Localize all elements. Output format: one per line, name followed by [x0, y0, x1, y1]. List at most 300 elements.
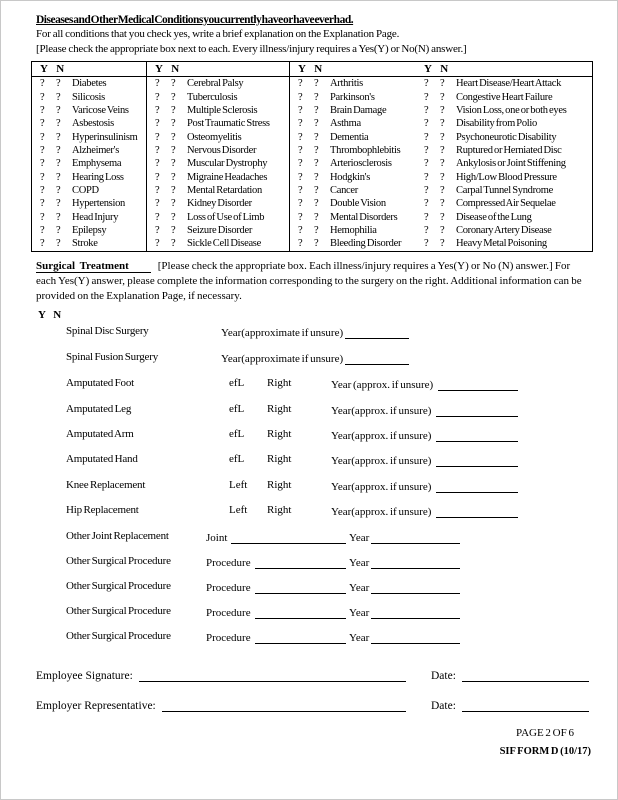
condition-row — [290, 157, 416, 170]
employee-signature-field — [36, 665, 406, 682]
condition-row — [147, 170, 289, 183]
no-checkbox[interactable]: ? — [171, 91, 176, 103]
employee-signature-line[interactable] — [139, 678, 406, 682]
surgery-label: Amputated Foot — [66, 377, 135, 389]
surgery-label: Spinal Disc Surgery — [66, 325, 149, 337]
condition-row — [32, 210, 146, 223]
yes-checkbox[interactable]: ? — [424, 91, 429, 103]
condition-label: Head Injury — [72, 211, 119, 223]
yes-checkbox[interactable]: ? — [155, 211, 160, 223]
surgical-row — [1, 630, 618, 644]
surgery-label: Other Surgical Procedure — [66, 605, 171, 617]
year-field — [221, 351, 409, 365]
year-field — [349, 555, 460, 569]
year-input-line[interactable] — [371, 615, 460, 619]
yes-checkbox[interactable]: ? — [298, 91, 303, 103]
condition-row — [290, 144, 416, 157]
year-field-label: Year — [349, 582, 370, 594]
no-checkbox[interactable]: ? — [314, 104, 319, 116]
no-checkbox[interactable]: ? — [440, 78, 445, 90]
surgery-label: Other Surgical Procedure — [66, 555, 171, 567]
form-subtitle: For all conditions that you check yes, write a brief explanation on the Explanation Page. — [36, 28, 400, 41]
condition-row — [147, 197, 289, 210]
employer-representative-row — [1, 695, 618, 712]
year-field — [331, 428, 518, 442]
date-line[interactable] — [462, 708, 589, 712]
detail-field — [206, 530, 346, 544]
form-title: Diseases and Other Medical Conditions you currently have or have ever had. — [36, 14, 354, 26]
condition-row — [32, 144, 146, 157]
no-checkbox[interactable]: ? — [56, 198, 61, 210]
yes-checkbox[interactable]: ? — [40, 171, 45, 183]
condition-label: Bleeding Disorder — [330, 238, 402, 250]
year-field — [331, 453, 518, 467]
condition-label: Hyperinsulinism — [72, 131, 138, 143]
year-field-label: Year — [349, 607, 370, 619]
condition-row — [32, 90, 146, 103]
date-label: Date: — [431, 700, 456, 712]
conditions-column — [416, 62, 592, 251]
condition-row — [147, 130, 289, 143]
condition-label: Ruptured or Herniated Disc — [456, 144, 562, 156]
condition-label: Asthma — [330, 118, 361, 130]
detail-input-line[interactable] — [255, 590, 346, 594]
no-checkbox[interactable]: ? — [314, 184, 319, 196]
condition-row — [32, 170, 146, 183]
detail-field — [206, 605, 346, 619]
condition-label: Alzheimer's — [72, 144, 119, 156]
year-field-label: Year(approx. if unsure) — [331, 455, 432, 467]
condition-label: Heavy Metal Poisoning — [456, 238, 547, 250]
condition-row — [290, 130, 416, 143]
yn-column-header: Y N — [290, 62, 416, 77]
detail-field-label: Procedure — [206, 607, 251, 619]
year-field-label: Year(approx. if unsure) — [331, 405, 432, 417]
condition-label: Disability from Polio — [456, 118, 537, 130]
condition-label: Heart Disease/Heart Attack — [456, 78, 562, 90]
surgical-row — [1, 377, 618, 391]
year-field — [331, 479, 518, 493]
condition-row — [147, 104, 289, 117]
condition-row — [416, 104, 592, 117]
condition-row — [416, 184, 592, 197]
no-checkbox[interactable]: ? — [171, 78, 176, 90]
yes-checkbox[interactable]: ? — [424, 104, 429, 116]
yes-checkbox[interactable]: ? — [155, 144, 160, 156]
yes-checkbox[interactable]: ? — [298, 131, 303, 143]
condition-label: Silicosis — [72, 91, 105, 103]
year-field-label: Year(approximate if unsure) — [221, 327, 344, 339]
conditions-column — [147, 62, 290, 251]
year-field-label: Year(approximate if unsure) — [221, 353, 344, 365]
condition-row — [147, 184, 289, 197]
no-checkbox[interactable]: ? — [440, 118, 445, 130]
yes-checkbox[interactable]: ? — [155, 158, 160, 170]
yes-checkbox[interactable]: ? — [155, 91, 160, 103]
no-checkbox[interactable]: ? — [171, 224, 176, 236]
left-option[interactable]: Left — [229, 504, 248, 516]
yes-checkbox[interactable]: ? — [424, 198, 429, 210]
condition-row — [147, 237, 289, 250]
condition-row — [416, 77, 592, 90]
yes-checkbox[interactable]: ? — [298, 198, 303, 210]
surgery-label: Amputated Leg — [66, 403, 132, 415]
year-input-line[interactable] — [436, 514, 518, 518]
yes-checkbox[interactable]: ? — [424, 144, 429, 156]
condition-row — [32, 77, 146, 90]
year-field — [221, 325, 409, 339]
condition-row — [290, 117, 416, 130]
surgical-treatment-heading: Surgical Treatment — [36, 260, 151, 273]
condition-label: Ankylosis or Joint Stiffening — [456, 158, 566, 170]
condition-label: Dementia — [330, 131, 369, 143]
condition-label: Post Traumatic Stress — [187, 118, 270, 130]
no-checkbox[interactable]: ? — [171, 118, 176, 130]
conditions-column — [290, 62, 416, 251]
no-checkbox[interactable]: ? — [56, 144, 61, 156]
detail-field — [206, 555, 346, 569]
yes-checkbox[interactable]: ? — [298, 171, 303, 183]
no-checkbox[interactable]: ? — [440, 171, 445, 183]
no-checkbox[interactable]: ? — [56, 91, 61, 103]
employer-representative-field — [36, 695, 406, 712]
no-checkbox[interactable]: ? — [314, 78, 319, 90]
condition-row — [416, 130, 592, 143]
condition-row — [416, 197, 592, 210]
detail-field-label: Procedure — [206, 557, 251, 569]
condition-row — [290, 237, 416, 250]
condition-row — [416, 117, 592, 130]
year-field-label: Year — [349, 557, 370, 569]
no-checkbox[interactable]: ? — [56, 158, 61, 170]
condition-label: Cancer — [330, 184, 358, 196]
no-checkbox[interactable]: ? — [440, 224, 445, 236]
yes-checkbox[interactable]: ? — [155, 78, 160, 90]
conditions-column — [32, 62, 147, 251]
condition-label: Hypertension — [72, 198, 125, 210]
no-checkbox[interactable]: ? — [171, 104, 176, 116]
condition-row — [290, 224, 416, 237]
detail-input-line[interactable] — [255, 640, 346, 644]
condition-row — [32, 104, 146, 117]
year-input-line[interactable] — [438, 387, 518, 391]
detail-field — [206, 630, 346, 644]
condition-label: Nervous Disorder — [187, 144, 257, 156]
no-checkbox[interactable]: ? — [314, 198, 319, 210]
condition-label: Seizure Disorder — [187, 224, 253, 236]
yes-checkbox[interactable]: ? — [40, 131, 45, 143]
condition-label: Carpal Tunnel Syndrome — [456, 184, 553, 196]
yes-checkbox[interactable]: ? — [40, 198, 45, 210]
condition-label: Mental Disorders — [330, 211, 398, 223]
detail-input-line[interactable] — [231, 540, 346, 544]
yes-checkbox[interactable]: ? — [40, 144, 45, 156]
employer-representative-line[interactable] — [162, 708, 406, 712]
year-input-line[interactable] — [436, 463, 518, 467]
yes-checkbox[interactable]: ? — [155, 104, 160, 116]
detail-input-line[interactable] — [255, 615, 346, 619]
yes-checkbox[interactable]: ? — [298, 211, 303, 223]
yes-checkbox[interactable]: ? — [155, 238, 160, 250]
yes-checkbox[interactable]: ? — [40, 158, 45, 170]
no-checkbox[interactable]: ? — [171, 198, 176, 210]
no-checkbox[interactable]: ? — [56, 211, 61, 223]
right-option[interactable]: Right — [267, 504, 292, 516]
detail-field-label: Procedure — [206, 582, 251, 594]
condition-label: Coronary Artery Disease — [456, 224, 552, 236]
condition-row — [32, 157, 146, 170]
condition-row — [32, 184, 146, 197]
surgical-section-intro — [36, 259, 590, 304]
left-option[interactable]: efL — [229, 428, 245, 440]
year-field-label: Year (approx. if unsure) — [331, 379, 434, 391]
year-input-line[interactable] — [371, 640, 460, 644]
date-line[interactable] — [462, 678, 589, 682]
year-field — [349, 630, 460, 644]
right-option[interactable]: Right — [267, 428, 292, 440]
yes-checkbox[interactable]: ? — [424, 78, 429, 90]
no-checkbox[interactable]: ? — [440, 184, 445, 196]
right-option[interactable]: Right — [267, 377, 292, 389]
employer-date-field — [431, 695, 589, 712]
detail-input-line[interactable] — [255, 565, 346, 569]
condition-label: Hemophilia — [330, 224, 377, 236]
yes-checkbox[interactable]: ? — [298, 238, 303, 250]
no-checkbox[interactable]: ? — [56, 238, 61, 250]
yes-checkbox[interactable]: ? — [155, 118, 160, 130]
year-field-label: Year(approx. if unsure) — [331, 506, 432, 518]
no-checkbox[interactable]: ? — [56, 104, 61, 116]
year-input-line[interactable] — [436, 489, 518, 493]
no-checkbox[interactable]: ? — [440, 238, 445, 250]
no-checkbox[interactable]: ? — [314, 91, 319, 103]
no-checkbox[interactable]: ? — [171, 184, 176, 196]
no-checkbox[interactable]: ? — [171, 144, 176, 156]
no-checkbox[interactable]: ? — [440, 131, 445, 143]
year-input-line[interactable] — [436, 438, 518, 442]
year-input-line[interactable] — [371, 565, 460, 569]
no-checkbox[interactable]: ? — [314, 224, 319, 236]
yes-checkbox[interactable]: ? — [155, 198, 160, 210]
yes-checkbox[interactable]: ? — [155, 131, 160, 143]
no-checkbox[interactable]: ? — [314, 211, 319, 223]
left-option[interactable]: efL — [229, 377, 245, 389]
detail-field — [206, 580, 346, 594]
surgery-label: Spinal Fusion Surgery — [66, 351, 158, 363]
yes-checkbox[interactable]: ? — [424, 184, 429, 196]
condition-row — [147, 157, 289, 170]
condition-label: Cerebral Palsy — [187, 78, 244, 90]
no-checkbox[interactable]: ? — [56, 78, 61, 90]
no-checkbox[interactable]: ? — [314, 238, 319, 250]
condition-label: Arthritis — [330, 78, 363, 90]
surgical-row — [1, 504, 618, 518]
yes-checkbox[interactable]: ? — [424, 131, 429, 143]
condition-row — [416, 90, 592, 103]
surgery-label: Knee Replacement — [66, 479, 146, 491]
condition-row — [416, 210, 592, 223]
right-option[interactable]: Right — [267, 453, 292, 465]
conditions-table — [31, 61, 593, 252]
condition-label: Osteomyelitis — [187, 131, 242, 143]
yes-checkbox[interactable]: ? — [155, 184, 160, 196]
yes-checkbox[interactable]: ? — [40, 118, 45, 130]
condition-label: Disease of the Lung — [456, 211, 532, 223]
condition-row — [290, 184, 416, 197]
surgical-row — [1, 530, 618, 544]
condition-label: Hearing Loss — [72, 171, 124, 183]
right-option[interactable]: Right — [267, 403, 292, 415]
yes-checkbox[interactable]: ? — [298, 104, 303, 116]
yes-checkbox[interactable]: ? — [40, 211, 45, 223]
year-field-label: Year(approx. if unsure) — [331, 430, 432, 442]
surgical-row — [1, 479, 618, 493]
detail-field-label: Procedure — [206, 632, 251, 644]
no-checkbox[interactable]: ? — [171, 171, 176, 183]
no-checkbox[interactable]: ? — [56, 171, 61, 183]
surgical-yn-header: Y N — [38, 309, 62, 321]
no-checkbox[interactable]: ? — [171, 238, 176, 250]
no-checkbox[interactable]: ? — [440, 211, 445, 223]
condition-row — [147, 77, 289, 90]
yes-checkbox[interactable]: ? — [298, 144, 303, 156]
no-checkbox[interactable]: ? — [171, 158, 176, 170]
no-checkbox[interactable]: ? — [314, 131, 319, 143]
condition-label: Stroke — [72, 238, 98, 250]
surgical-row — [1, 605, 618, 619]
condition-label: Emphysema — [72, 158, 122, 170]
condition-row — [147, 117, 289, 130]
employee-signature-label: Employee Signature: — [36, 670, 133, 682]
yes-checkbox[interactable]: ? — [424, 224, 429, 236]
condition-label: Muscular Dystrophy — [187, 158, 268, 170]
surgery-label: Amputated Arm — [66, 428, 134, 440]
yn-column-header: Y N — [32, 62, 146, 77]
surgery-label: Amputated Hand — [66, 453, 138, 465]
yes-checkbox[interactable]: ? — [298, 118, 303, 130]
condition-label: Varicose Veins — [72, 104, 129, 116]
condition-label: Parkinson's — [330, 91, 375, 103]
surgical-row — [1, 351, 618, 365]
yes-checkbox[interactable]: ? — [298, 158, 303, 170]
yes-checkbox[interactable]: ? — [40, 78, 45, 90]
yes-checkbox[interactable]: ? — [40, 184, 45, 196]
condition-row — [416, 144, 592, 157]
left-option[interactable]: efL — [229, 403, 245, 415]
no-checkbox[interactable]: ? — [314, 158, 319, 170]
yes-checkbox[interactable]: ? — [40, 104, 45, 116]
left-option[interactable]: Left — [229, 479, 248, 491]
no-checkbox[interactable]: ? — [440, 158, 445, 170]
yes-checkbox[interactable]: ? — [155, 224, 160, 236]
no-checkbox[interactable]: ? — [440, 144, 445, 156]
condition-label: Migraine Headaches — [187, 171, 268, 183]
yes-checkbox[interactable]: ? — [155, 171, 160, 183]
condition-row — [147, 144, 289, 157]
year-field-label: Year — [349, 632, 370, 644]
page-header — [36, 13, 592, 56]
year-input-line[interactable] — [345, 361, 409, 365]
year-input-line[interactable] — [371, 540, 460, 544]
yes-checkbox[interactable]: ? — [298, 184, 303, 196]
surgical-row — [1, 325, 618, 339]
surgical-row — [1, 580, 618, 594]
condition-row — [147, 224, 289, 237]
yes-checkbox[interactable]: ? — [298, 78, 303, 90]
condition-row — [290, 77, 416, 90]
yes-checkbox[interactable]: ? — [424, 158, 429, 170]
no-checkbox[interactable]: ? — [314, 171, 319, 183]
surgery-label: Other Joint Replacement — [66, 530, 169, 542]
left-option[interactable]: efL — [229, 453, 245, 465]
yes-checkbox[interactable]: ? — [298, 224, 303, 236]
condition-row — [32, 197, 146, 210]
no-checkbox[interactable]: ? — [440, 91, 445, 103]
surgery-label: Other Surgical Procedure — [66, 580, 171, 592]
form-code: SIF FORM D (10/17) — [499, 746, 591, 757]
condition-label: Compressed Air Sequelae — [456, 198, 556, 210]
condition-row — [290, 170, 416, 183]
no-checkbox[interactable]: ? — [56, 224, 61, 236]
yes-checkbox[interactable]: ? — [424, 118, 429, 130]
no-checkbox[interactable]: ? — [56, 131, 61, 143]
year-field — [349, 605, 460, 619]
yes-checkbox[interactable]: ? — [40, 238, 45, 250]
condition-label: Tuberculosis — [187, 91, 238, 103]
condition-label: Hodgkin's — [330, 171, 371, 183]
yes-checkbox[interactable]: ? — [40, 224, 45, 236]
yes-checkbox[interactable]: ? — [424, 171, 429, 183]
condition-label: Mental Retardation — [187, 184, 262, 196]
condition-label: Congestive Heart Failure — [456, 91, 553, 103]
no-checkbox[interactable]: ? — [171, 211, 176, 223]
right-option[interactable]: Right — [267, 479, 292, 491]
year-field — [331, 377, 518, 391]
condition-label: Double Vision — [330, 198, 386, 210]
no-checkbox[interactable]: ? — [440, 104, 445, 116]
year-input-line[interactable] — [345, 335, 409, 339]
surgery-label: Hip Replacement — [66, 504, 139, 516]
year-input-line[interactable] — [371, 590, 460, 594]
yn-column-header: Y N — [416, 62, 592, 77]
condition-row — [32, 117, 146, 130]
condition-label: Arteriosclerosis — [330, 158, 392, 170]
employee-signature-row — [1, 665, 618, 682]
no-checkbox[interactable]: ? — [56, 184, 61, 196]
condition-label: Multiple Sclerosis — [187, 104, 258, 116]
condition-row — [416, 157, 592, 170]
condition-label: Vision Loss, one or both eyes — [456, 104, 567, 116]
condition-row — [147, 210, 289, 223]
yes-checkbox[interactable]: ? — [424, 211, 429, 223]
condition-label: Kidney Disorder — [187, 198, 252, 210]
yn-column-header: Y N — [147, 62, 289, 77]
condition-row — [32, 130, 146, 143]
no-checkbox[interactable]: ? — [314, 118, 319, 130]
no-checkbox[interactable]: ? — [171, 131, 176, 143]
yes-checkbox[interactable]: ? — [424, 238, 429, 250]
no-checkbox[interactable]: ? — [314, 144, 319, 156]
condition-label: Loss of Use of Limb — [187, 211, 265, 223]
condition-row — [32, 224, 146, 237]
surgical-row — [1, 403, 618, 417]
no-checkbox[interactable]: ? — [56, 118, 61, 130]
yes-checkbox[interactable]: ? — [40, 91, 45, 103]
condition-row — [290, 90, 416, 103]
no-checkbox[interactable]: ? — [440, 198, 445, 210]
year-input-line[interactable] — [436, 413, 518, 417]
condition-label: High/Low Blood Pressure — [456, 171, 557, 183]
